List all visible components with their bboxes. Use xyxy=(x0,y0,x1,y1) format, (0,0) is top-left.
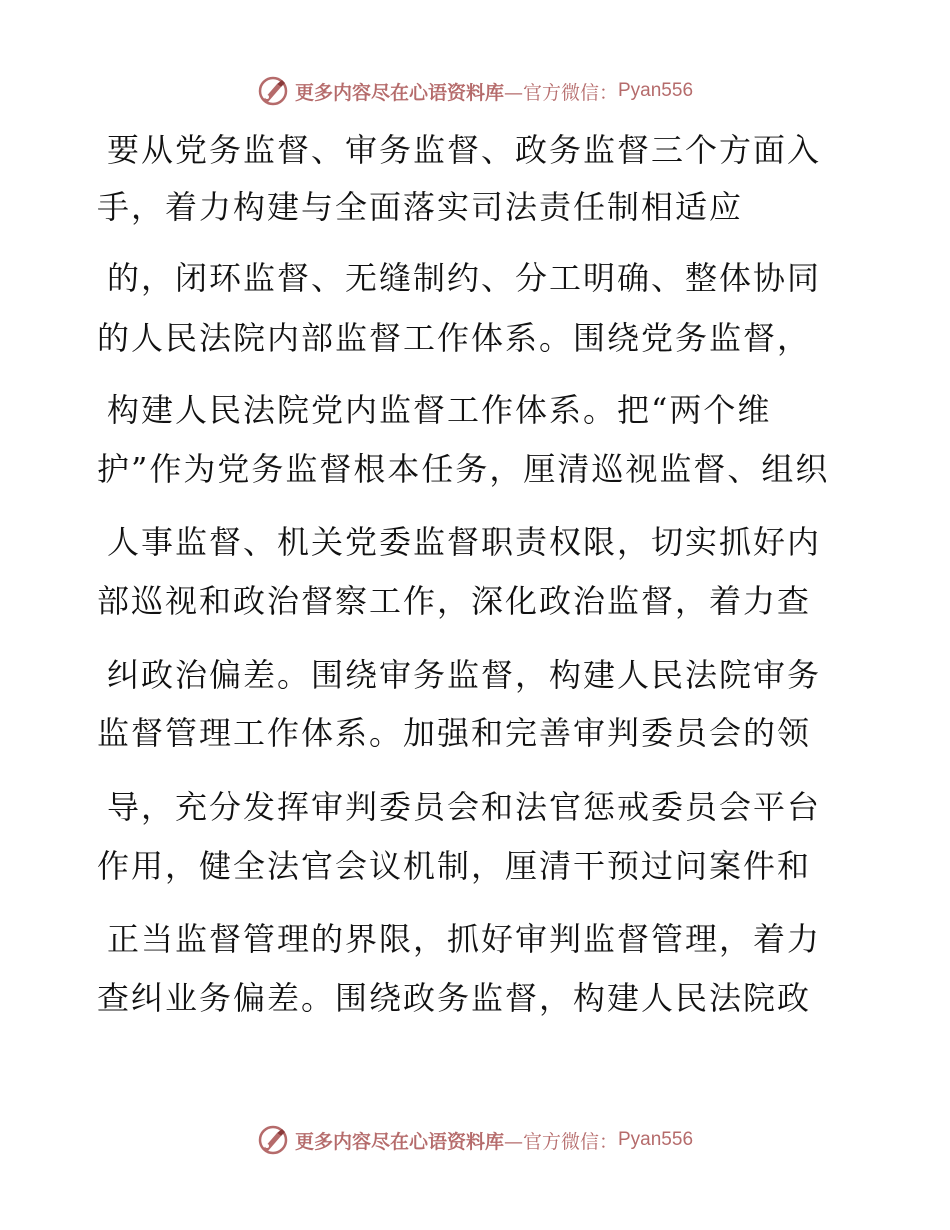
body-line: 部巡视和政治督察工作，深化政治监督，着力查 xyxy=(97,582,812,620)
watermark-separator: —官方微信： xyxy=(503,81,618,104)
body-line: 正当监督管理的界限，抓好审判监督管理，着力 xyxy=(107,920,822,958)
body-line: 监督管理工作体系。加强和完善审判委员会的领 xyxy=(97,714,812,752)
pen-logo-icon xyxy=(257,1124,289,1156)
body-line: 要从党务监督、审务监督、政务监督三个方面入 xyxy=(107,131,822,169)
body-line: 纠政治偏差。围绕审务监督，构建人民法院审务 xyxy=(107,656,822,694)
body-line: 导，充分发挥审判委员会和法官惩戒委员会平台 xyxy=(107,788,822,826)
body-line: 查纠业务偏差。围绕政务监督，构建人民法院政 xyxy=(97,979,812,1017)
watermark-id: Pyan556 xyxy=(618,1129,694,1150)
footer-watermark xyxy=(0,1118,950,1162)
header-watermark xyxy=(0,69,950,113)
body-line: 护”作为党务监督根本任务，厘清巡视监督、组织 xyxy=(97,450,830,488)
watermark-label: 更多内容尽在心语资料库 xyxy=(294,1130,504,1153)
body-line: 构建人民法院党内监督工作体系。把“两个维 xyxy=(107,391,772,429)
body-line: 的人民法院内部监督工作体系。围绕党务监督， xyxy=(97,319,812,357)
body-line: 的，闭环监督、无缝制约、分工明确、整体协同 xyxy=(107,259,822,297)
watermark-id: Pyan556 xyxy=(618,80,694,101)
body-line: 作用，健全法官会议机制，厘清干预过问案件和 xyxy=(97,847,812,885)
body-line: 手，着力构建与全面落实司法责任制相适应 xyxy=(97,188,744,226)
watermark-separator: —官方微信： xyxy=(503,1130,618,1153)
pen-logo-icon xyxy=(257,75,289,107)
body-line: 人事监督、机关党委监督职责权限，切实抓好内 xyxy=(107,523,822,561)
watermark-label: 更多内容尽在心语资料库 xyxy=(294,81,504,104)
